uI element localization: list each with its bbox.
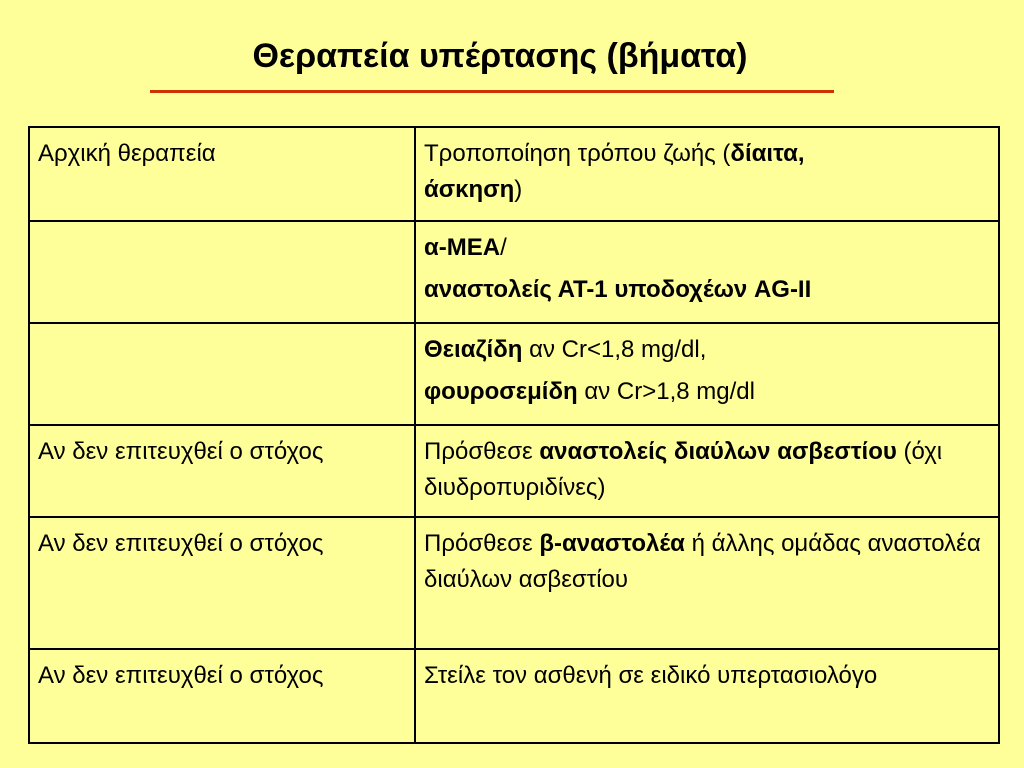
step-cell — [29, 649, 415, 743]
table-row — [29, 127, 999, 221]
step-cell — [29, 323, 415, 425]
table-row — [29, 649, 999, 743]
therapy-emphasis: δίαιτα, — [730, 140, 805, 167]
therapy-emphasis: αναστολείς διαύλων ασβεστίου — [539, 438, 897, 465]
therapy-cell — [415, 221, 999, 323]
page-title: Θεραπεία υπέρτασης (βήματα) — [252, 37, 748, 75]
therapy-cell — [415, 323, 999, 425]
step-label: Αρχική θεραπεία — [38, 140, 216, 167]
table-row — [29, 425, 999, 517]
therapy-text: ) — [514, 176, 523, 203]
therapy-text: ή άλλης ομάδας αναστολέα διαύλων ασβεστίου — [424, 530, 981, 593]
therapy-cell — [415, 425, 999, 517]
therapy-emphasis: αναστολείς ΑΤ-1 υποδοχέων AG-II — [424, 276, 812, 303]
table-row — [29, 221, 999, 323]
therapy-emphasis: Θειαζίδη — [424, 336, 523, 363]
table-row — [29, 323, 999, 425]
step-cell — [29, 221, 415, 323]
therapy-text: αν Cr<1,8 mg/dl, — [522, 336, 707, 363]
therapy-cell — [415, 649, 999, 743]
step-label: Αν δεν επιτευχθεί ο στόχος — [38, 530, 324, 557]
therapy-cell — [415, 517, 999, 649]
step-cell — [29, 127, 415, 221]
therapy-emphasis: άσκηση — [424, 176, 515, 203]
therapy-emphasis: β-αναστολέα — [539, 530, 685, 557]
step-cell — [29, 425, 415, 517]
table-row — [29, 517, 999, 649]
therapy-text: / — [500, 234, 507, 261]
therapy-text: Πρόσθεσε — [424, 438, 540, 465]
step-label: Αν δεν επιτευχθεί ο στόχος — [38, 438, 324, 465]
step-cell — [29, 517, 415, 649]
title-underline — [150, 90, 834, 93]
therapy-text: Στείλε τον ασθενή σε ειδικό υπερτασιολόγο — [424, 662, 878, 689]
therapy-cell — [415, 127, 999, 221]
step-label: Αν δεν επιτευχθεί ο στόχος — [38, 662, 324, 689]
therapy-text: Τροποποίηση τρόπου ζωής ( — [424, 140, 731, 167]
therapy-text: (όχι διυδροπυριδίνες) — [424, 438, 943, 501]
therapy-emphasis: φουροσεμίδη — [424, 378, 578, 405]
therapy-text: Πρόσθεσε — [424, 530, 540, 557]
therapy-emphasis: α-ΜΕΑ — [424, 234, 501, 261]
therapy-text: αν Cr>1,8 mg/dl — [577, 378, 755, 405]
treatment-steps-table — [28, 126, 1000, 744]
